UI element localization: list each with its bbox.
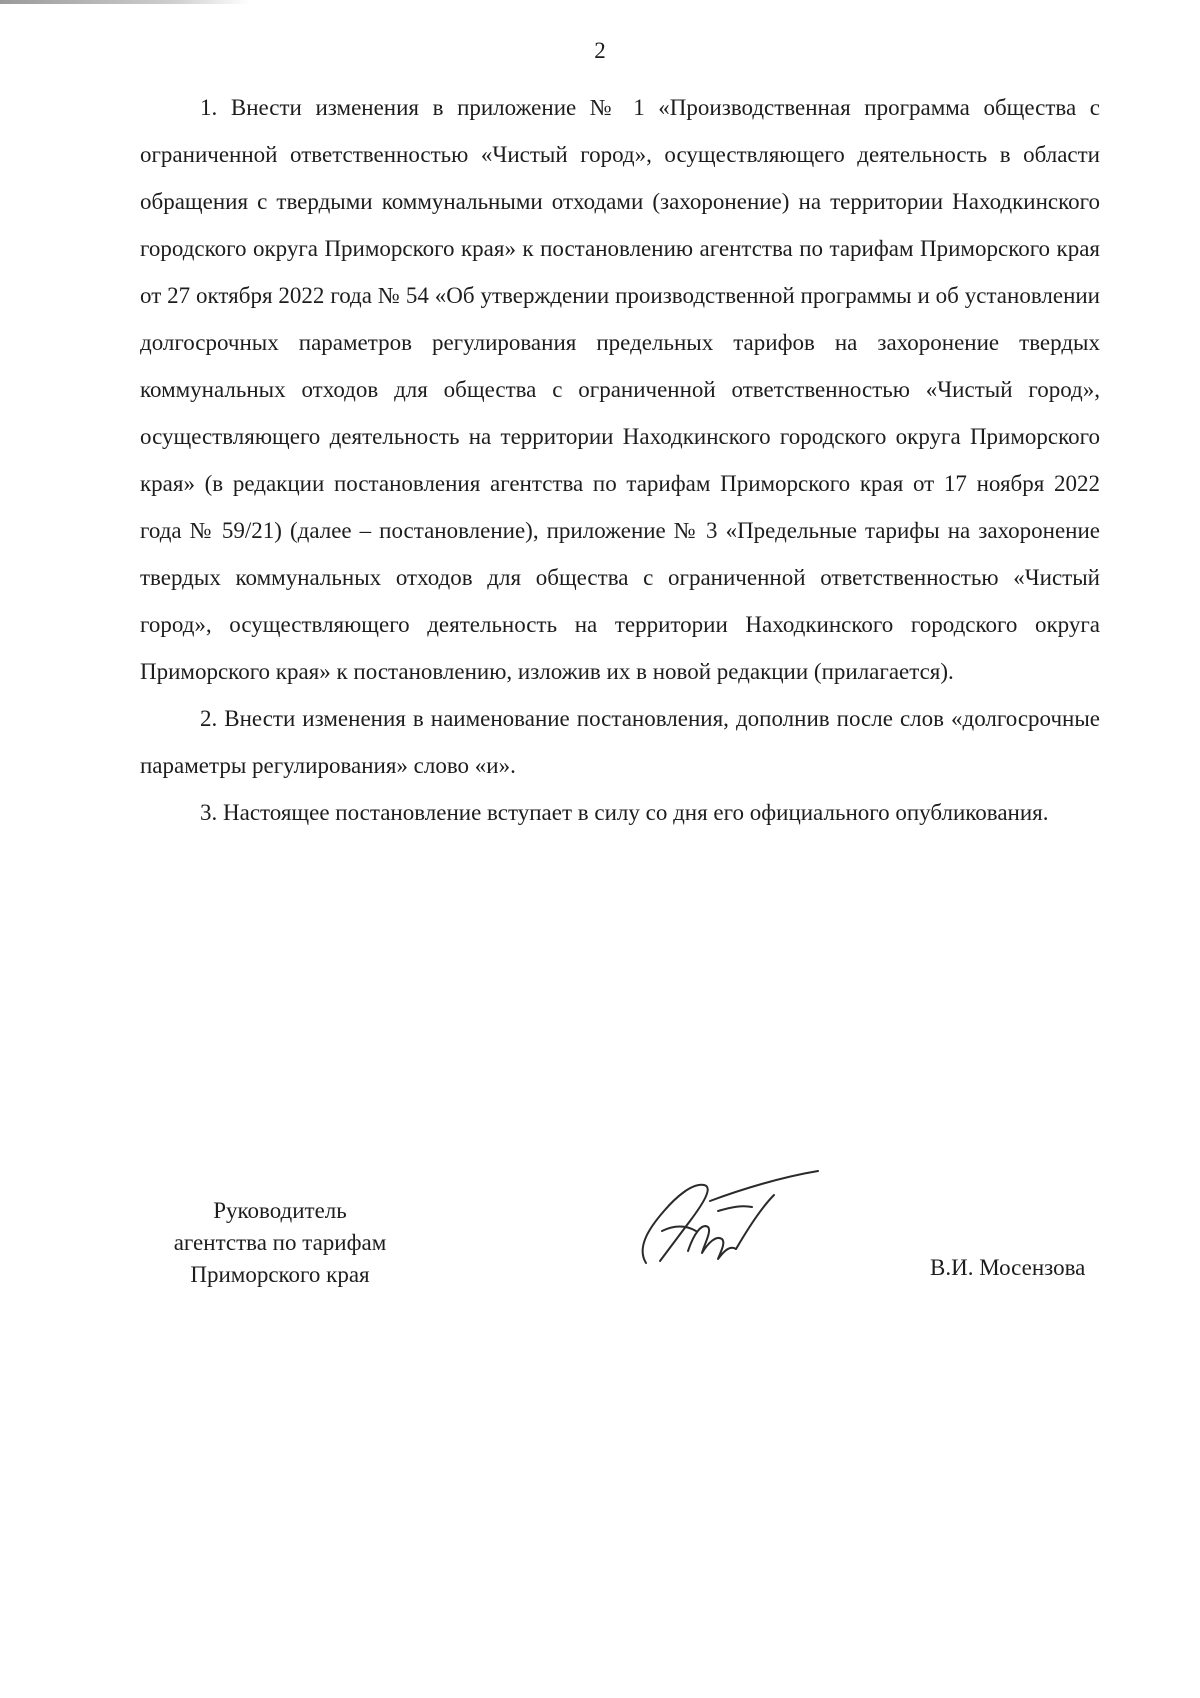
scan-edge-artifact [0, 0, 250, 4]
signatory-position-line-3: Приморского края [190, 1262, 370, 1287]
signatory-position-line-1: Руководитель [213, 1198, 347, 1223]
document-body [140, 84, 1100, 836]
signatory-position [130, 1195, 430, 1291]
page-number: 2 [594, 38, 606, 63]
paragraph-3: 3. Настоящее постановление вступает в силу со дня его официального опубликования. [200, 800, 1049, 825]
signatory-position-line-2: агентства по тарифам [173, 1230, 387, 1255]
paragraph-1: 1. Внести изменения в приложение № 1 «Производственная программа общества с ограниченной ответственностью «Чистый город», осуществляющего деятельность в области обращения с твердыми коммунальными отходами (захоронение) на территории Находкинского городского округа Приморского края» к постановлению агентства по тарифам Приморского края от 27 октября 2022 года № 54 «Об утверждении производственной программы и об установлении долгосрочных параметров регулирования предельных тарифов на захоронение твердых коммунальных отходов для общества с ограниченной ответственностью «Чистый город», осуществляющего деятельность на территории Находкинского городского округа Приморского края» (в редакции постановления агентства по тарифам Приморского края от 17 ноября 2022 года № 59/21) (далее – постановление), приложение № 3 «Предельные тарифы на захоронение твердых коммунальных отходов для общества с ограниченной ответственностью «Чистый город», осуществляющего деятельность на территории Находкинского городского округа Приморского края» к постановлению, изложив их в новой редакции (прилагается). [140, 95, 1100, 684]
handwritten-signature [632, 1165, 822, 1275]
signature-block [0, 1195, 1200, 1345]
paragraph-2: 2. Внести изменения в наименование постановления, дополнив после слов «долгосрочные параметры регулирования» слово «и». [140, 706, 1100, 778]
signatory-name: В.И. Мосензова [930, 1255, 1086, 1280]
